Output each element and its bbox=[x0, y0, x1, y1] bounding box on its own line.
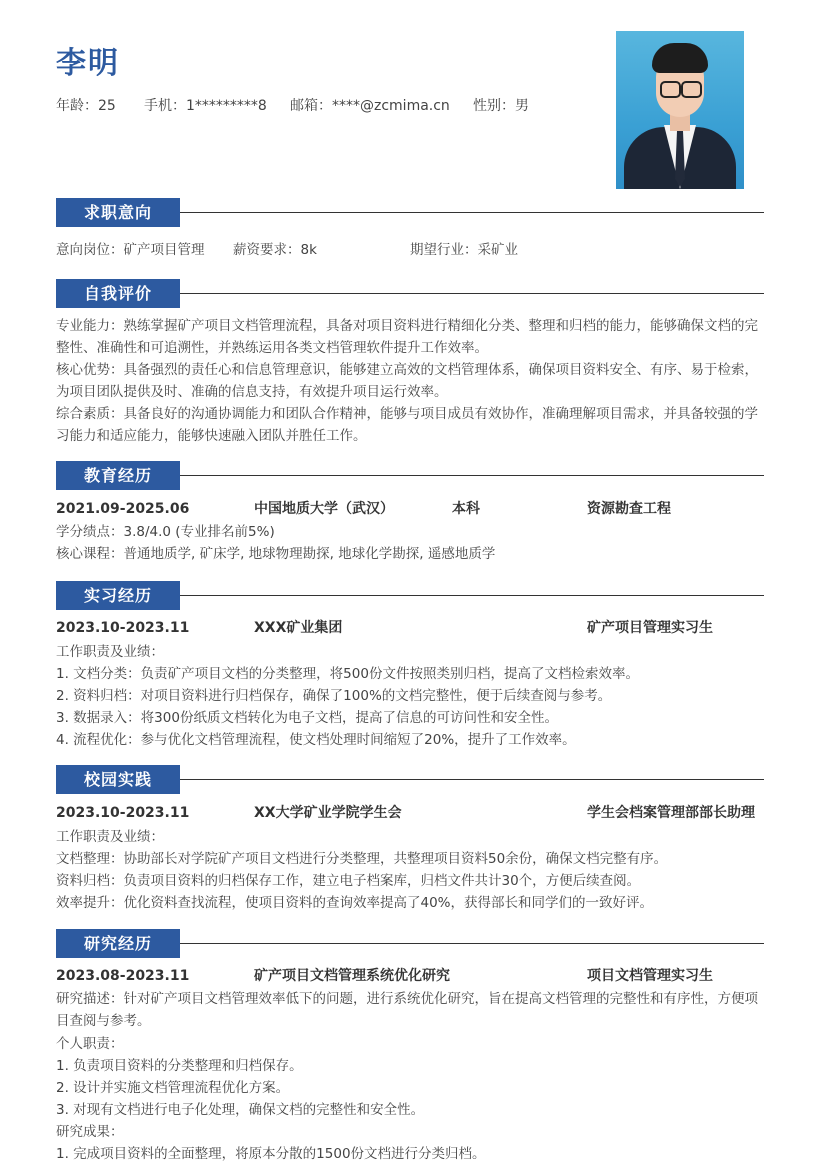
section-title: 研究经历 bbox=[56, 929, 180, 958]
divider bbox=[180, 212, 764, 213]
degree: 本科 bbox=[452, 501, 480, 517]
section-title: 求职意向 bbox=[56, 198, 180, 227]
gpa-line: 学分绩点：3.8/4.0 (专业排名前5%) bbox=[56, 524, 275, 540]
result-title: 研究成果： bbox=[56, 1124, 124, 1140]
email-field: 邮箱：****@zcmima.cn bbox=[290, 98, 450, 114]
duty-title: 个人职责： bbox=[56, 1036, 124, 1052]
section-title: 校园实践 bbox=[56, 765, 180, 794]
duty-title: 工作职责及业绩： bbox=[56, 644, 164, 660]
education-row bbox=[56, 498, 768, 520]
list-item: 2. 设计并实施文档管理流程优化方案。 bbox=[56, 1080, 290, 1096]
list-item: 效率提升：优化资料查找流程，使项目资料的查询效率提高了40%，获得部长和同学们的一致好评。 bbox=[56, 895, 654, 911]
list-item: 资料归档：负责项目资料的归档保存工作，建立电子档案库，归档文件共计30个，方便后续查阅。 bbox=[56, 873, 641, 889]
list-item: 文档整理：协助部长对学院矿产项目文档进行分类整理，共整理项目资料50余份，确保文档完整有序。 bbox=[56, 851, 668, 867]
list-item: 4. 流程优化：参与优化文档管理流程，使文档处理时间缩短了20%，提升了工作效率。 bbox=[56, 732, 576, 748]
campus-period: 2023.10-2023.11 bbox=[56, 805, 190, 821]
internship-org: XXX矿业集团 bbox=[254, 620, 343, 636]
list-item: 1. 负责项目资料的分类整理和归档保存。 bbox=[56, 1058, 303, 1074]
intended-position: 意向岗位：矿产项目管理 bbox=[56, 242, 205, 258]
research-project: 矿产项目文档管理系统优化研究 bbox=[254, 968, 450, 984]
self-eval-item: 核心优势：具备强烈的责任心和信息管理意识，能够建立高效的文档管理体系，确保项目资料安全、有序、易于检索，为项目团队提供及时、准确的信息支持，有效提升项目运行效率。 bbox=[56, 362, 758, 400]
candidate-name: 李明 bbox=[56, 46, 120, 81]
expected-salary: 薪资要求：8k bbox=[233, 242, 317, 258]
school-name: 中国地质大学（武汉） bbox=[254, 501, 394, 517]
divider bbox=[180, 475, 764, 476]
divider bbox=[180, 943, 764, 944]
intention-row bbox=[56, 239, 768, 261]
section-header-campus bbox=[56, 765, 764, 794]
section-title: 教育经历 bbox=[56, 461, 180, 490]
list-item: 2. 资料归档：对项目资料进行归档保存，确保了100%的文档完整性，便于后续查阅与参考。 bbox=[56, 688, 612, 704]
research-period: 2023.08-2023.11 bbox=[56, 968, 190, 984]
duty-title: 工作职责及业绩： bbox=[56, 829, 164, 845]
campus-role: 学生会档案管理部部长助理 bbox=[587, 805, 755, 821]
divider bbox=[180, 595, 764, 596]
divider bbox=[180, 779, 764, 780]
list-item: 1. 文档分类：负责矿产项目文档的分类整理，将500份文件按照类别归档，提高了文档检索效率。 bbox=[56, 666, 639, 682]
courses-line: 核心课程：普通地质学, 矿床学, 地球物理勘探, 地球化学勘探, 遥感地质学 bbox=[56, 546, 496, 562]
section-title: 自我评价 bbox=[56, 279, 180, 308]
education-period: 2021.09-2025.06 bbox=[56, 501, 190, 517]
list-item: 3. 数据录入：将300份纸质文档转化为电子文档，提高了信息的可访问性和安全性。 bbox=[56, 710, 558, 726]
list-item: 3. 对现有文档进行电子化处理，确保文档的完整性和安全性。 bbox=[56, 1102, 425, 1118]
section-header-education bbox=[56, 461, 764, 490]
divider bbox=[180, 293, 764, 294]
section-title: 实习经历 bbox=[56, 581, 180, 610]
campus-row bbox=[56, 802, 768, 824]
internship-role: 矿产项目管理实习生 bbox=[587, 620, 713, 636]
major: 资源勘查工程 bbox=[587, 501, 671, 517]
self-eval-item: 综合素质：具备良好的沟通协调能力和团队合作精神，能够与项目成员有效协作，准确理解项目需求，并具备较强的学习能力和适应能力，能够快速融入团队并胜任工作。 bbox=[56, 406, 758, 444]
campus-org: XX大学矿业学院学生会 bbox=[254, 805, 402, 821]
age-field: 年龄：25 bbox=[56, 98, 116, 114]
phone-field: 手机：1*********8 bbox=[144, 98, 267, 114]
research-row bbox=[56, 965, 768, 987]
list-item: 1. 完成项目资料的全面整理，将原本分散的1500份文档进行分类归档。 bbox=[56, 1146, 486, 1162]
expected-industry: 期望行业：采矿业 bbox=[410, 242, 518, 258]
research-role: 项目文档管理实习生 bbox=[587, 968, 713, 984]
section-header-intention bbox=[56, 198, 764, 227]
section-header-research bbox=[56, 929, 764, 958]
profile-photo bbox=[616, 31, 744, 189]
research-description: 研究描述：针对矿产项目文档管理效率低下的问题，进行系统优化研究，旨在提高文档管理的完整性和有序性，方便项目查阅与参考。 bbox=[56, 991, 758, 1029]
internship-period: 2023.10-2023.11 bbox=[56, 620, 190, 636]
section-header-internship bbox=[56, 581, 764, 610]
gender-field: 性别：男 bbox=[473, 98, 529, 114]
internship-row bbox=[56, 617, 768, 639]
section-header-self-eval bbox=[56, 279, 764, 308]
self-eval-item: 专业能力：熟练掌握矿产项目文档管理流程，具备对项目资料进行精细化分类、整理和归档的能力，能够确保文档的完整性、准确性和可追溯性，并熟练运用各类文档管理软件提升工作效率。 bbox=[56, 318, 758, 356]
